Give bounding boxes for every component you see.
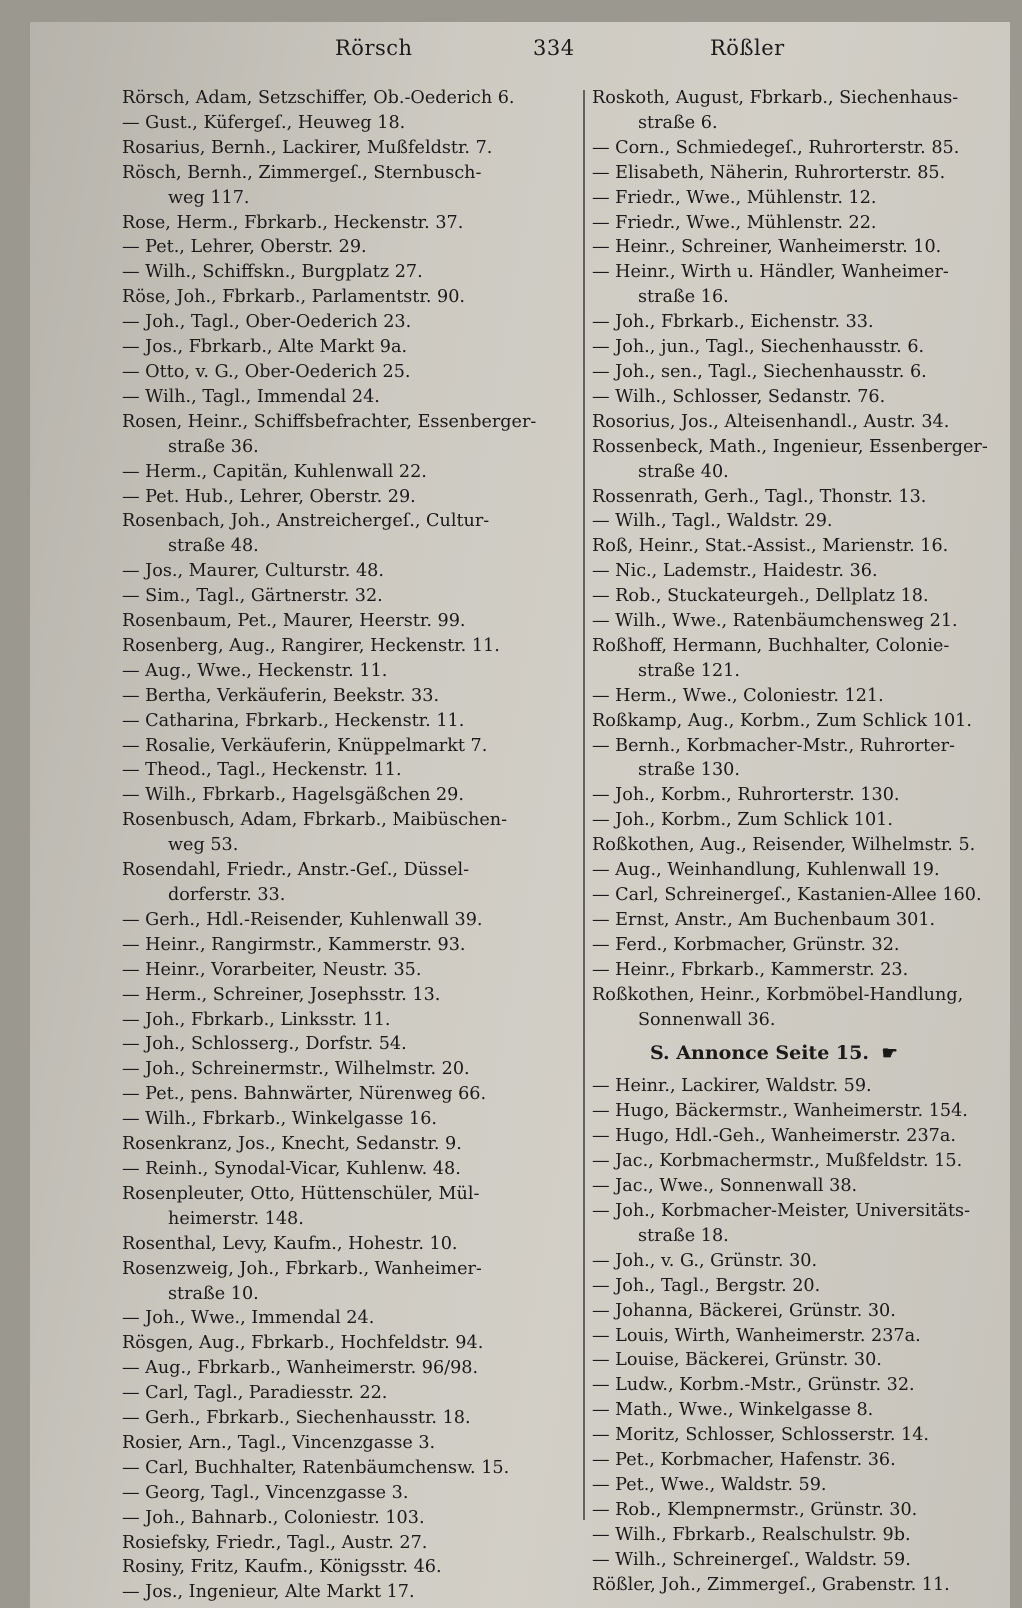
directory-entry: — Joh., Fbrkarb., Eichenstr. 33. bbox=[592, 312, 874, 333]
directory-entry: — Heinr., Rangirmstr., Kammerstr. 93. bbox=[122, 934, 466, 955]
page-number: 334 bbox=[533, 36, 575, 60]
directory-entry: — Pet. Hub., Lehrer, Oberstr. 29. bbox=[122, 486, 416, 507]
directory-entry: — Moritz, Schlosser, Schlosserstr. 14. bbox=[592, 1425, 930, 1446]
entry-continuation: straße 6. bbox=[638, 112, 718, 133]
directory-entry: — Catharina, Fbrkarb., Heckenstr. 11. bbox=[122, 710, 465, 731]
directory-entry: Rosorius, Jos., Alteisenhandl., Austr. 34. bbox=[592, 411, 950, 432]
column-divider bbox=[583, 90, 585, 1520]
entry-continuation: straße 36. bbox=[168, 436, 259, 457]
annonce-text: S. Annonce Seite 15. bbox=[650, 1042, 869, 1065]
directory-entry: — Wilh., Fbrkarb., Hagelsgäßchen 29. bbox=[122, 785, 464, 806]
directory-entry: — Nic., Lademstr., Haidestr. 36. bbox=[592, 561, 878, 582]
directory-entry: — Gust., Küfergeſ., Heuweg 18. bbox=[122, 112, 406, 133]
directory-entry: — Joh., Fbrkarb., Linksstr. 11. bbox=[122, 1009, 391, 1030]
directory-entry: — Pet., Wwe., Waldstr. 59. bbox=[592, 1474, 827, 1495]
header-left-catchword: Rörsch bbox=[335, 36, 413, 60]
directory-entry: — Joh., v. G., Grünstr. 30. bbox=[592, 1250, 818, 1271]
directory-entry: — Georg, Tagl., Vincenzgasse 3. bbox=[122, 1482, 409, 1503]
entry-continuation: straße 48. bbox=[168, 536, 259, 557]
directory-entry: — Wilh., Schiffskn., Burgplatz 27. bbox=[122, 262, 423, 283]
directory-entry: — Bertha, Verkäuferin, Beekstr. 33. bbox=[122, 685, 440, 706]
directory-entry: — Math., Wwe., Winkelgasse 8. bbox=[592, 1400, 874, 1421]
directory-entry: — Louise, Bäckerei, Grünstr. 30. bbox=[592, 1350, 882, 1371]
entry-continuation: straße 40. bbox=[638, 461, 729, 482]
directory-entry: Rosenkranz, Jos., Knecht, Sedanstr. 9. bbox=[122, 1134, 462, 1155]
directory-entry: — Wilh., Tagl., Waldstr. 29. bbox=[592, 511, 833, 532]
entry-continuation: weg 117. bbox=[168, 187, 250, 208]
directory-entry: — Ernst, Anstr., Am Buchenbaum 301. bbox=[592, 909, 936, 930]
directory-entry: — Joh., Tagl., Bergstr. 20. bbox=[592, 1275, 821, 1296]
directory-entry: Rose, Herm., Fbrkarb., Heckenstr. 37. bbox=[122, 212, 464, 233]
directory-entry: Rosenzweig, Joh., Fbrkarb., Wanheimer- bbox=[122, 1258, 482, 1279]
directory-entry: Rosenthal, Levy, Kaufm., Hohestr. 10. bbox=[122, 1233, 458, 1254]
annonce-note bbox=[592, 1040, 1010, 1067]
directory-entry: — Wilh., Tagl., Immendal 24. bbox=[122, 386, 380, 407]
directory-entry: Rosier, Arn., Tagl., Vincenzgasse 3. bbox=[122, 1432, 436, 1453]
entry-continuation: weg 53. bbox=[168, 835, 239, 856]
pointing-hand-icon: ☛ bbox=[881, 1043, 898, 1065]
directory-entry: — Herm., Capitän, Kuhlenwall 22. bbox=[122, 461, 427, 482]
directory-entry: — Carl, Buchhalter, Ratenbäumchensw. 15. bbox=[122, 1457, 510, 1478]
directory-entry: — Otto, v. G., Ober-Oederich 25. bbox=[122, 361, 411, 382]
page-header bbox=[30, 36, 1010, 76]
directory-entry: — Louis, Wirth, Wanheimerstr. 237a. bbox=[592, 1325, 921, 1346]
directory-entry: Rosenpleuter, Otto, Hüttenschüler, Mül- bbox=[122, 1183, 480, 1204]
directory-entry: Rösch, Bernh., Zimmergeſ., Sternbusch- bbox=[122, 162, 482, 183]
directory-entry: — Friedr., Wwe., Mühlenstr. 22. bbox=[592, 212, 877, 233]
directory-entry: — Joh., Korbm., Ruhrorterstr. 130. bbox=[592, 785, 900, 806]
entry-continuation: dorferstr. 33. bbox=[168, 885, 286, 905]
directory-entry: — Joh., Wwe., Immendal 24. bbox=[122, 1308, 375, 1329]
directory-entry: — Joh., sen., Tagl., Siechenhausstr. 6. bbox=[592, 361, 927, 382]
directory-entry: Rosenbach, Joh., Anstreichergeſ., Cultur- bbox=[122, 511, 490, 532]
directory-entry: — Pet., Korbmacher, Hafenstr. 36. bbox=[592, 1450, 896, 1471]
directory-entry: — Jos., Fbrkarb., Alte Markt 9a. bbox=[122, 337, 408, 358]
directory-entry: — Bernh., Korbmacher-Mstr., Ruhrorter- bbox=[592, 735, 955, 756]
directory-entry: — Wilh., Fbrkarb., Winkelgasse 16. bbox=[122, 1109, 438, 1130]
directory-entry: — Gerh., Hdl.-Reisender, Kuhlenwall 39. bbox=[122, 909, 483, 930]
directory-entry: — Heinr., Schreiner, Wanheimerstr. 10. bbox=[592, 237, 942, 258]
directory-entry: — Hugo, Hdl.-Geh., Wanheimerstr. 237a. bbox=[592, 1126, 956, 1147]
directory-entry: Rossenbeck, Math., Ingenieur, Essenberger- bbox=[592, 436, 988, 457]
directory-entry: Rörsch, Adam, Setzschiffer, Ob.-Oederich 6. bbox=[122, 88, 515, 108]
directory-entry: Rosenbaum, Pet., Maurer, Heerstr. 99. bbox=[122, 611, 466, 632]
directory-entry: — Jos., Ingenieur, Alte Markt 17. bbox=[122, 1582, 415, 1603]
directory-entry: — Gerh., Fbrkarb., Siechenhausstr. 18. bbox=[122, 1408, 471, 1429]
directory-entry: — Herm., Wwe., Coloniestr. 121. bbox=[592, 685, 884, 706]
directory-entry: — Herm., Schreiner, Josephsstr. 13. bbox=[122, 984, 441, 1005]
directory-entry: — Aug., Weinhandlung, Kuhlenwall 19. bbox=[592, 860, 940, 881]
directory-entry: — Theod., Tagl., Heckenstr. 11. bbox=[122, 760, 402, 781]
directory-entry: Rosen, Heinr., Schiffsbefrachter, Essenberger- bbox=[122, 411, 537, 432]
directory-entry: — Rob., Stuckateurgeh., Dellplatz 18. bbox=[592, 586, 929, 607]
directory-entry: — Sim., Tagl., Gärtnerstr. 32. bbox=[122, 586, 383, 607]
directory-entry: — Wilh., Wwe., Ratenbäumchensweg 21. bbox=[592, 611, 958, 632]
directory-entry: Roß, Heinr., Stat.-Assist., Marienstr. 16. bbox=[592, 536, 949, 557]
directory-page bbox=[30, 22, 1010, 1608]
directory-entry: Rösgen, Aug., Fbrkarb., Hochfeldstr. 94. bbox=[122, 1333, 484, 1354]
directory-entry: — Joh., Bahnarb., Coloniestr. 103. bbox=[122, 1507, 425, 1528]
directory-entry: — Reinh., Synodal-Vicar, Kuhlenw. 48. bbox=[122, 1158, 461, 1179]
directory-entry: — Joh., jun., Tagl., Siechenhausstr. 6. bbox=[592, 337, 925, 358]
entry-continuation: straße 121. bbox=[638, 660, 740, 681]
directory-entry: — Joh., Korbmacher-Meister, Universitäts- bbox=[592, 1200, 971, 1221]
directory-entry: — Hugo, Bäckermstr., Wanheimerstr. 154. bbox=[592, 1101, 968, 1122]
directory-entry: — Heinr., Fbrkarb., Kammerstr. 23. bbox=[592, 959, 909, 980]
left-column bbox=[122, 86, 577, 1605]
directory-entry: Roskoth, August, Fbrkarb., Siechenhaus- bbox=[592, 88, 959, 108]
directory-entry: — Corn., Schmiedegeſ., Ruhrorterstr. 85. bbox=[592, 137, 960, 158]
directory-entry: Rosiefsky, Friedr., Tagl., Austr. 27. bbox=[122, 1532, 428, 1553]
directory-entry: — Heinr., Vorarbeiter, Neustr. 35. bbox=[122, 959, 422, 980]
directory-entry: — Jos., Maurer, Culturstr. 48. bbox=[122, 561, 384, 582]
directory-entry: — Wilh., Schlosser, Sedanstr. 76. bbox=[592, 386, 886, 407]
directory-entry: — Pet., pens. Bahnwärter, Nürenweg 66. bbox=[122, 1084, 487, 1105]
directory-entry: Rosarius, Bernh., Lackirer, Mußfeldstr. 7. bbox=[122, 137, 493, 158]
directory-entry: — Heinr., Lackirer, Waldstr. 59. bbox=[592, 1076, 872, 1097]
directory-entry: — Rosalie, Verkäuferin, Knüppelmarkt 7. bbox=[122, 735, 488, 756]
directory-entry: — Joh., Schreinermstr., Wilhelmstr. 20. bbox=[122, 1059, 470, 1080]
directory-entry: — Wilh., Fbrkarb., Realschulstr. 9b. bbox=[592, 1524, 911, 1545]
directory-entry: Rößler, Joh., Zimmergeſ., Grabenstr. 11. bbox=[592, 1574, 950, 1595]
right-column-top bbox=[592, 86, 1010, 1032]
directory-entry: — Aug., Wwe., Heckenstr. 11. bbox=[122, 660, 388, 681]
directory-entry: Roßhoff, Hermann, Buchhalter, Colonie- bbox=[592, 635, 950, 656]
directory-entry: — Jac., Korbmachermstr., Mußfeldstr. 15. bbox=[592, 1151, 963, 1172]
directory-entry: — Heinr., Wirth u. Händler, Wanheimer- bbox=[592, 262, 949, 283]
directory-entry: — Joh., Schlosserg., Dorfstr. 54. bbox=[122, 1034, 407, 1055]
directory-entry: — Aug., Fbrkarb., Wanheimerstr. 96/98. bbox=[122, 1358, 479, 1379]
directory-entry: — Carl, Tagl., Paradiesstr. 22. bbox=[122, 1383, 388, 1404]
directory-entry: Rosiny, Fritz, Kaufm., Königsstr. 46. bbox=[122, 1557, 442, 1578]
entry-continuation: heimerstr. 148. bbox=[168, 1208, 304, 1229]
directory-entry: — Wilh., Schreinergeſ., Waldstr. 59. bbox=[592, 1549, 911, 1570]
entry-continuation: straße 130. bbox=[638, 760, 740, 781]
entry-continuation: straße 16. bbox=[638, 287, 729, 308]
directory-entry: — Elisabeth, Näherin, Ruhrorterstr. 85. bbox=[592, 162, 946, 183]
directory-entry: — Joh., Tagl., Ober-Oederich 23. bbox=[122, 312, 412, 333]
entry-continuation: straße 10. bbox=[168, 1283, 259, 1304]
right-column-bottom bbox=[592, 1074, 1010, 1597]
directory-entry: — Pet., Lehrer, Oberstr. 29. bbox=[122, 237, 367, 258]
directory-entry: — Johanna, Bäckerei, Grünstr. 30. bbox=[592, 1300, 896, 1321]
directory-entry: — Jac., Wwe., Sonnenwall 38. bbox=[592, 1176, 858, 1197]
directory-entry: — Friedr., Wwe., Mühlenstr. 12. bbox=[592, 187, 877, 208]
header-right-catchword: Rößler bbox=[710, 36, 785, 60]
right-column bbox=[592, 86, 1010, 1597]
directory-entry: Roßkamp, Aug., Korbm., Zum Schlick 101. bbox=[592, 710, 972, 731]
directory-entry: Rossenrath, Gerh., Tagl., Thonstr. 13. bbox=[592, 486, 927, 507]
directory-entry: — Ferd., Korbmacher, Grünstr. 32. bbox=[592, 934, 900, 955]
directory-entry: Röse, Joh., Fbrkarb., Parlamentstr. 90. bbox=[122, 287, 465, 308]
directory-entry: Roßkothen, Aug., Reisender, Wilhelmstr. 5. bbox=[592, 835, 976, 856]
entry-continuation: Sonnenwall 36. bbox=[638, 1009, 776, 1030]
directory-entry: — Ludw., Korbm.-Mstr., Grünstr. 32. bbox=[592, 1375, 915, 1396]
directory-entry: Rosenbusch, Adam, Fbrkarb., Maibüschen- bbox=[122, 810, 508, 831]
directory-entry: Rosenberg, Aug., Rangirer, Heckenstr. 11. bbox=[122, 635, 500, 656]
directory-entry: — Carl, Schreinergeſ., Kastanien-Allee 160. bbox=[592, 885, 982, 905]
directory-entry: Rosendahl, Friedr., Anstr.-Geſ., Düssel- bbox=[122, 860, 470, 881]
entry-continuation: straße 18. bbox=[638, 1225, 729, 1246]
directory-entry: — Joh., Korbm., Zum Schlick 101. bbox=[592, 810, 893, 831]
directory-entry: Roßkothen, Heinr., Korbmöbel-Handlung, bbox=[592, 984, 964, 1005]
directory-entry: — Rob., Klempnermstr., Grünstr. 30. bbox=[592, 1499, 918, 1520]
